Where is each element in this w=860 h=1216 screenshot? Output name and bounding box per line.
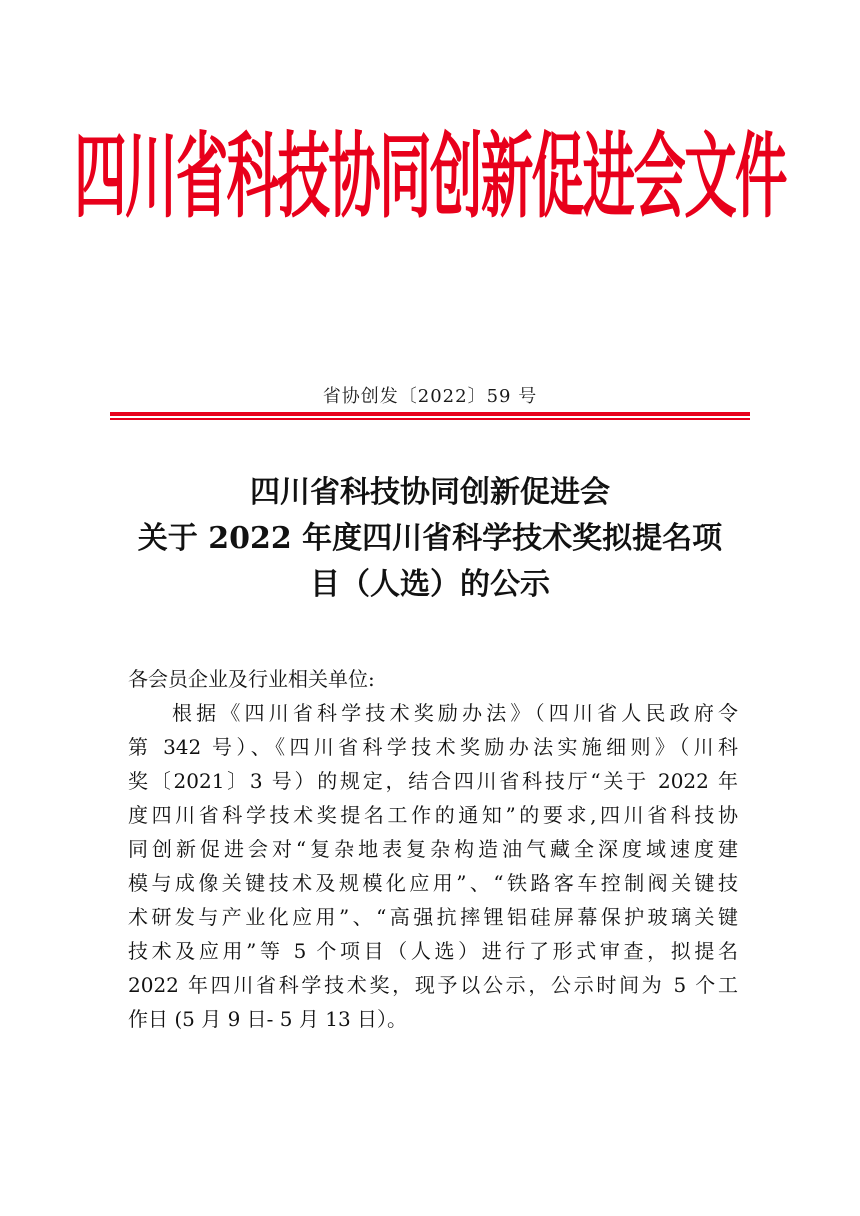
masthead-title: 四川省科技协同创新促进会文件 [74,122,786,232]
document-number: 省协创发〔2022〕59 号 [322,386,538,407]
notice-body [128,662,738,1036]
paragraph-line: 2022 年四川省科学技术奖，现予以公示，公示时间为 5 个工 [128,973,738,997]
notice-title-line: 目（人选）的公示 [310,567,550,602]
paragraph-line: 根据《四川省科学技术奖励办法》（四川省人民政府令 [172,701,738,725]
red-divider-thick [110,412,750,416]
red-divider-thin [110,418,750,420]
salutation: 各会员企业及行业相关单位: [128,667,375,691]
notice-title-line: 四川省科技协同创新促进会 [250,475,610,510]
paragraph-line: 度四川省科学技术奖提名工作的通知”的要求,四川省科技协 [128,803,738,827]
notice-title [100,470,760,608]
paragraph-line: 奖〔2021〕3 号）的规定，结合四川省科技厅“关于 2022 年 [128,769,738,793]
paragraph-line: 同创新促进会对“复杂地表复杂构造油气藏全深度域速度建 [128,837,738,861]
masthead [74,122,786,232]
notice-title-line: 关于 2022 年度四川省科学技术奖拟提名项 [137,521,723,556]
body-paragraph [128,696,738,1036]
paragraph-line: 作日 (5 月 9 日- 5 月 13 日）。 [128,1007,408,1031]
paragraph-line: 术研发与产业化应用”、“高强抗摔锂铝硅屏幕保护玻璃关键 [128,905,738,929]
paragraph-line: 技术及应用”等 5 个项目（人选）进行了形式审查，拟提名 [128,939,738,963]
paragraph-line: 模与成像关键技术及规模化应用”、“铁路客车控制阀关键技 [128,871,738,895]
paragraph-line: 第 342 号）、《四川省科学技术奖励办法实施细则》（川科 [128,735,738,759]
